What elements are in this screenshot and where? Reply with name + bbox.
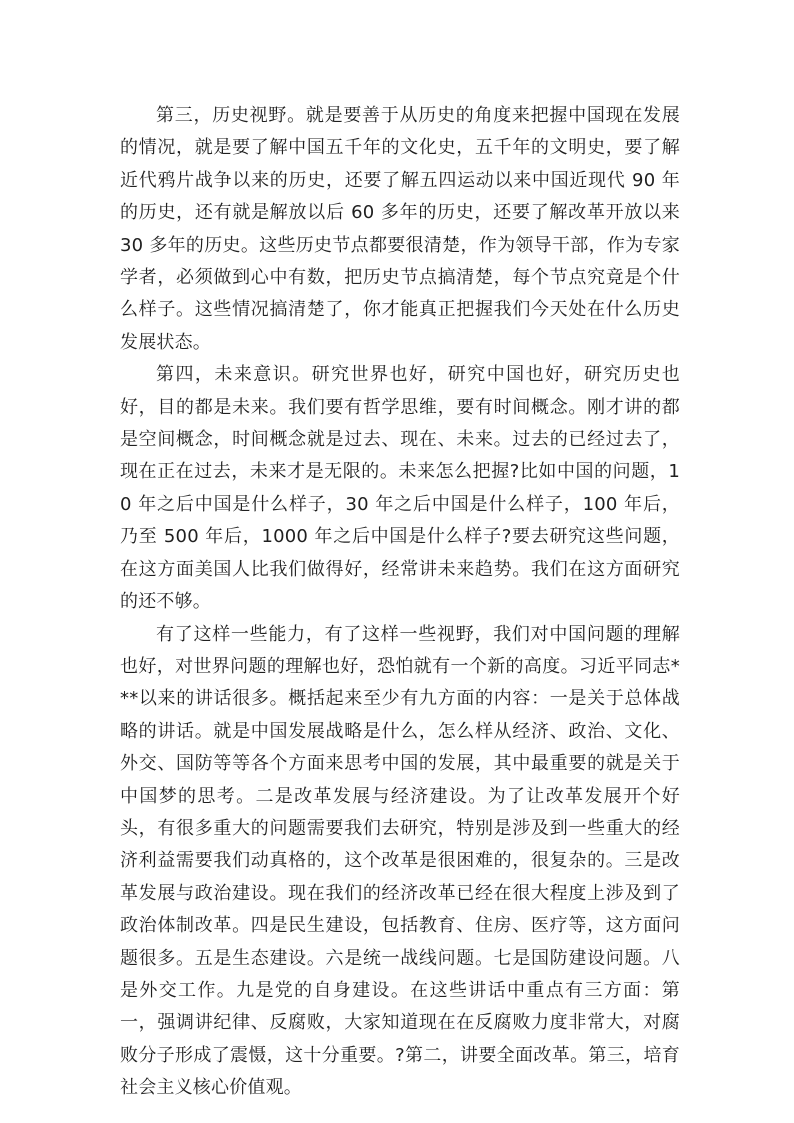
document-body	[120, 100, 680, 1105]
paragraph-history-perspective: 第三，历史视野。就是要善于从历史的角度来把握中国现在发展的情况，就是要了解中国五千年的文化史，五千年的文明史，要了解近代鸦片战争以来的历史，还要了解五四运动以来中国近现代 90 年的历史，还有就是解放以后 60 多年的历史，还要了解改革开放以来 30 多年的历史。这些历史节点都要很清楚，作为领导干部，作为专家学者，必须做到心中有数，把历史节点搞清楚，每个节点究竟是个什么样子。这些情况搞清楚了，你才能真正把握我们今天处在什么历史发展状态。	[120, 105, 680, 353]
paragraph-future-awareness: 第四，未来意识。研究世界也好，研究中国也好，研究历史也好，目的都是未来。我们要有哲学思维，要有时间概念。刚才讲的都是空间概念，时间概念就是过去、现在、未来。过去的已经过去了，现在正在过去，未来才是无限的。未来怎么把握?比如中国的问题，10 年之后中国是什么样子，30 年之后中国是什么样子，100 年后，乃至 500 年后，1000 年之后中国是什么样子?要去研究这些问题，在这方面美国人比我们做得好，经常讲未来趋势。我们在这方面研究的还不够。	[120, 364, 680, 613]
paragraph-speech-summary: 有了这样一些能力，有了这样一些视野，我们对中国问题的理解也好，对世界问题的理解也好，恐怕就有一个新的高度。习近平同志***以来的讲话很多。概括起来至少有九方面的内容：一是关于总体战略的讲话。就是中国发展战略是什么，怎么样从经济、政治、文化、外交、国防等等各个方面来思考中国的发展，其中最重要的就是关于中国梦的思考。二是改革发展与经济建设。为了让改革发展开个好头，有很多重大的问题需要我们去研究，特别是涉及到一些重大的经济利益需要我们动真格的，这个改革是很困难的，很复杂的。三是改革发展与政治建设。现在我们的经济改革已经在很大程度上涉及到了政治体制改革。四是民生建设，包括教育、住房、医疗等，这方面问题很多。五是生态建设。六是统一战线问题。七是国防建设问题。八是外交工作。九是党的自身建设。在这些讲话中重点有三方面：第一，强调讲纪律、反腐败，大家知道现在在反腐败力度非常大，对腐败分子形成了震慑，这十分重要。?第二，讲要全面改革。第三，培育社会主义核心价值观。	[120, 623, 680, 1099]
